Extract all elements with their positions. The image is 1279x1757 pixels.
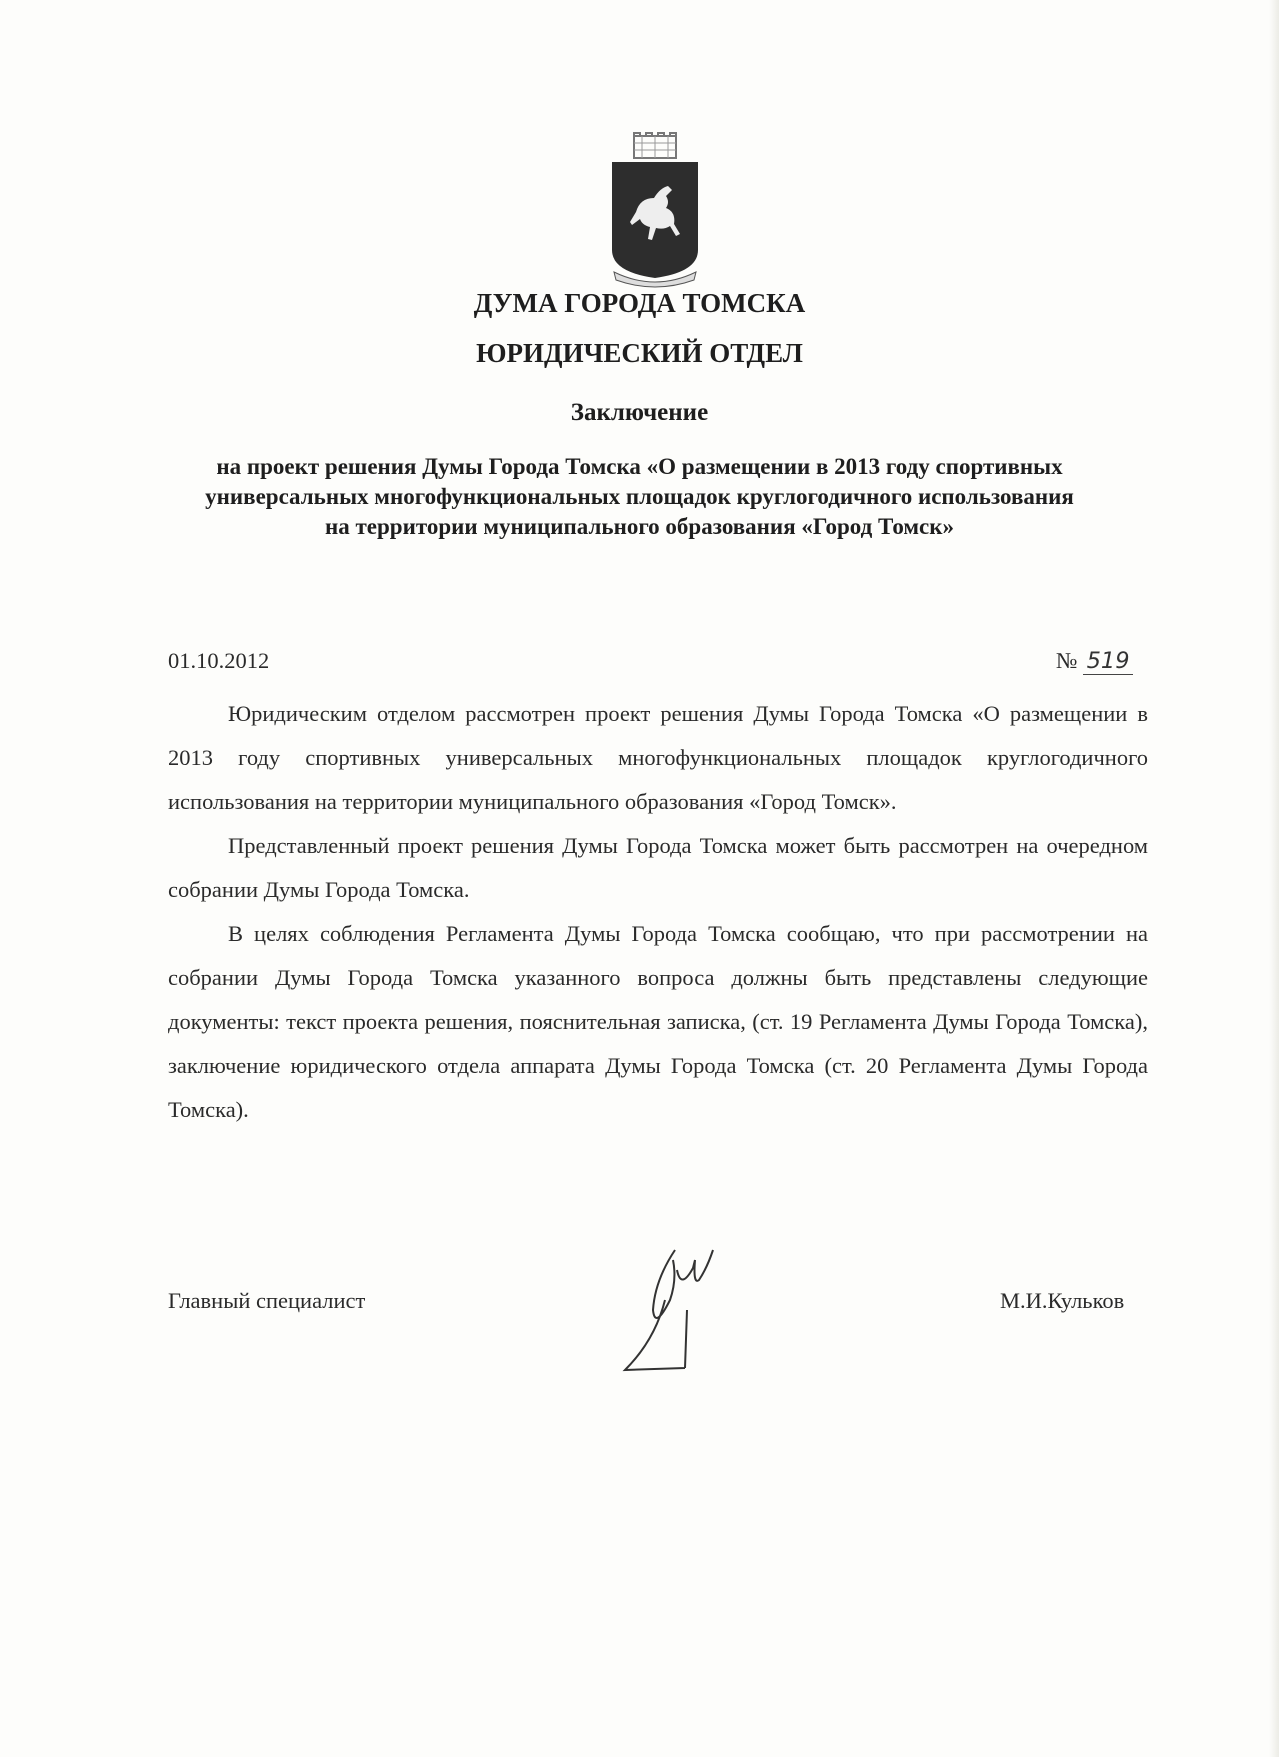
paragraph: Юридическим отделом рассмотрен проект решения Думы Города Томска «О размещении в 2013 году спортивных универсальных многофункциональных площадок круглогодичного использования на территории муниципального образования «Город Томск». (168, 701, 1148, 814)
crown-icon (634, 133, 676, 158)
body-text (168, 692, 1148, 1132)
subject-line: на проект решения Думы Города Томска «О размещении в 2013 году спортивных (216, 454, 1063, 479)
document-type: Заключение (570, 399, 709, 426)
signer-name: М.И.Кульков (1000, 1288, 1125, 1313)
document-number (1056, 648, 1133, 675)
coat-of-arms-emblem (606, 132, 704, 290)
subject-line: на территории муниципального образования «Город Томск» (324, 514, 955, 539)
document-date: 01.10.2012 (168, 648, 270, 673)
org-title: ДУМА ГОРОДА ТОМСКА (473, 288, 806, 318)
number-value: 519 (1083, 648, 1133, 675)
subject-line: универсальных многофункциональных площадок круглогодичного использования (205, 484, 1074, 509)
paragraph: В целях соблюдения Регламента Думы Города Томска сообщаю, что при рассмотрении на собрании Думы Города Томска указанного вопроса должны быть представлены следующие документы: текст проекта решения, пояснительная записка, (ст. 19 Регламента Думы Города Томска), заключение юридического отдела аппарата Думы Города Томска (ст. 20 Регламента Думы Города Томска). (168, 921, 1148, 1122)
signer-position: Главный специалист (168, 1288, 366, 1313)
department-title: ЮРИДИЧЕСКИЙ ОТДЕЛ (476, 338, 803, 368)
paragraph: Представленный проект решения Думы Города Томска может быть рассмотрен на очередном собрании Думы Города Томска. (168, 833, 1148, 902)
handwritten-signature (615, 1240, 745, 1380)
subject-block (0, 452, 1279, 542)
scan-edge (1269, 0, 1279, 1757)
number-label: № (1056, 648, 1078, 673)
